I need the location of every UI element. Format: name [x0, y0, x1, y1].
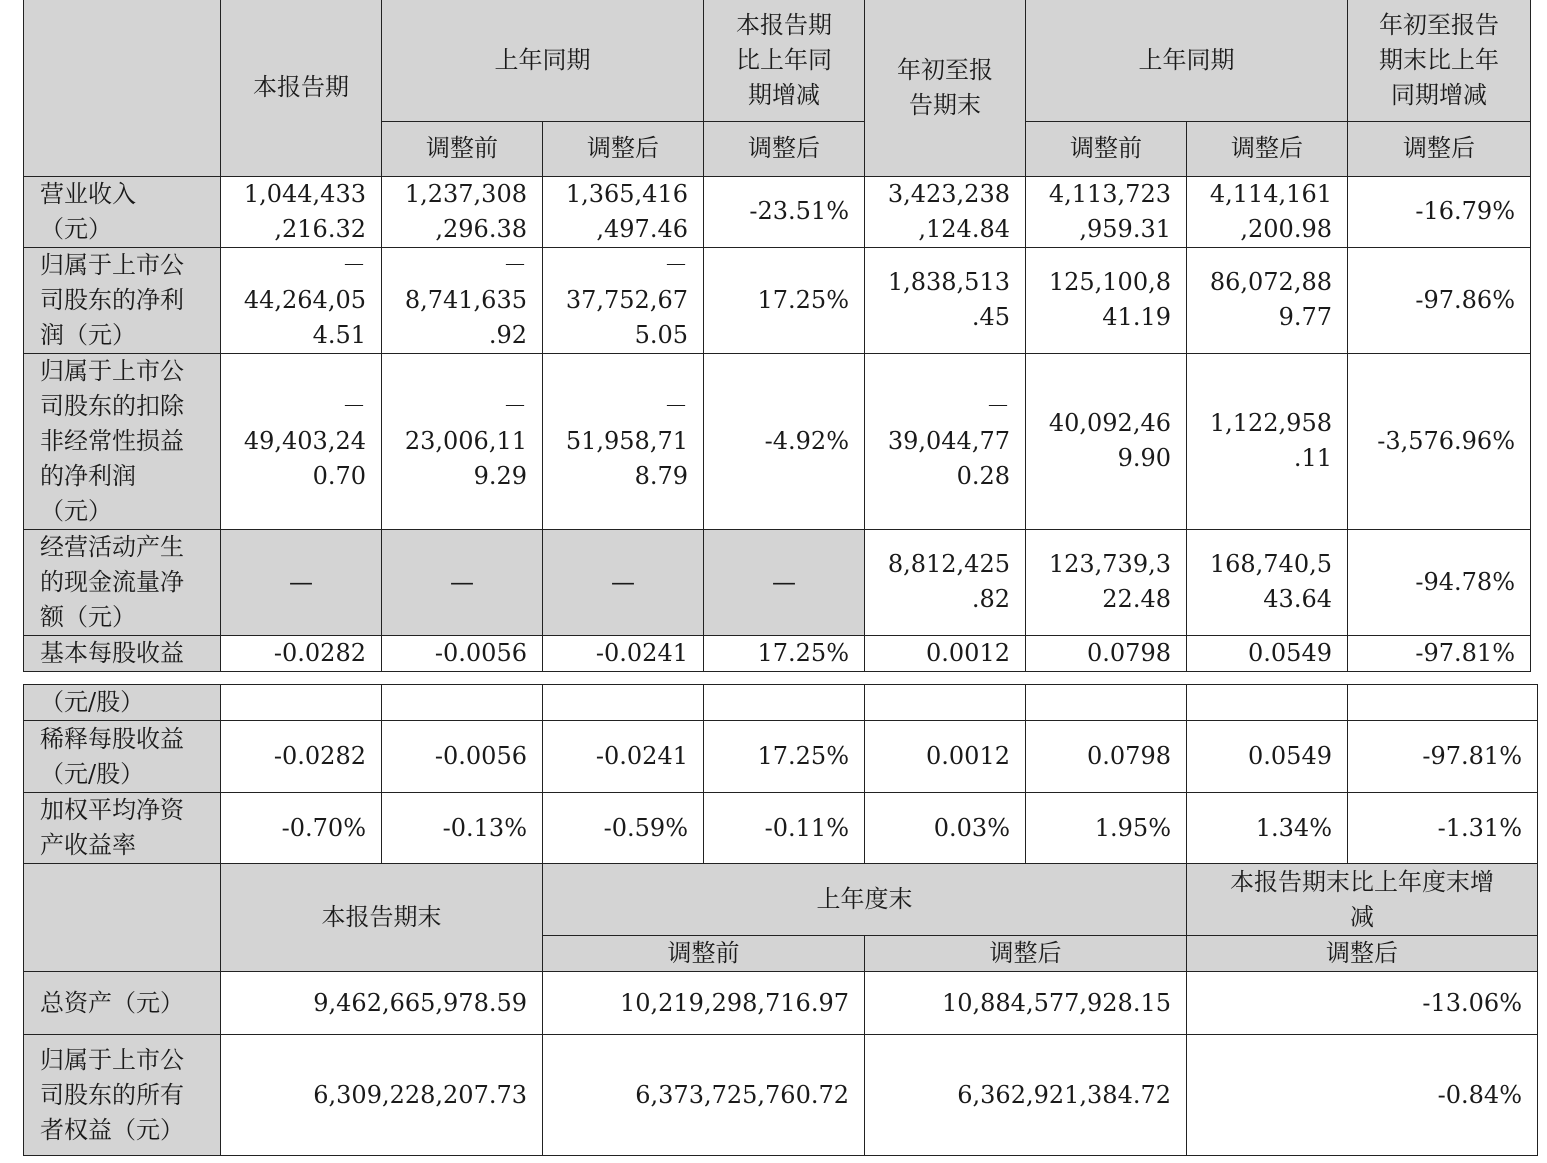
table-cell: 6,362,921,384.72: [865, 1035, 1187, 1156]
table-cell: [704, 685, 865, 721]
header-ytd-yoy-change: 年初至报告 期末比上年 同期增减: [1348, 0, 1531, 121]
table-cell: 4,114,161 ,200.98: [1187, 176, 1348, 247]
row-label: 归属于上市公 司股东的所有 者权益（元）: [24, 1035, 221, 1156]
header-after-adjust: 调整后: [543, 121, 704, 176]
table-cell: 1,365,416 ,497.46: [543, 176, 704, 247]
table-cell: － 51,958,71 8.79: [543, 353, 704, 529]
table-cell: -0.11%: [704, 793, 865, 864]
table-row: [24, 635, 1531, 671]
row-label: 营业收入 （元）: [24, 176, 221, 247]
table-cell: [865, 685, 1026, 721]
table-cell: -94.78%: [1348, 529, 1531, 635]
table-row: [24, 1035, 1538, 1156]
table-cell-empty: —: [543, 529, 704, 635]
header-after-adjust: 调整后: [1348, 121, 1531, 176]
table-cell: -4.92%: [704, 353, 865, 529]
row-label: 总资产（元）: [24, 972, 221, 1035]
table-cell: 125,100,8 41.19: [1026, 247, 1187, 353]
table-cell: 9,462,665,978.59: [221, 972, 543, 1035]
table-cell: -0.0056: [382, 721, 543, 793]
table-cell: 0.0549: [1187, 721, 1348, 793]
row-label: 基本每股收益: [24, 635, 221, 671]
header-period-end-change: 本报告期末比上年度末增 减: [1187, 864, 1538, 936]
table-cell: -97.86%: [1348, 247, 1531, 353]
table-cell: -0.0282: [221, 635, 382, 671]
table-cell: 17.25%: [704, 721, 865, 793]
table-cell: 0.03%: [865, 793, 1026, 864]
table-cell: [543, 685, 704, 721]
table-cell-empty: —: [704, 529, 865, 635]
header-after-adjust: 调整后: [1187, 936, 1538, 972]
financial-indicators-table-upper: [23, 0, 1531, 672]
table-cell: 123,739,3 22.48: [1026, 529, 1187, 635]
table-cell-empty: —: [382, 529, 543, 635]
table-cell: － 23,006,11 9.29: [382, 353, 543, 529]
table-cell: 17.25%: [704, 635, 865, 671]
table-cell: -0.0241: [543, 635, 704, 671]
table-cell: -3,576.96%: [1348, 353, 1531, 529]
table-cell: 40,092,46 9.90: [1026, 353, 1187, 529]
table-cell: 0.0798: [1026, 635, 1187, 671]
table-cell: 10,219,298,716.97: [543, 972, 865, 1035]
header-ytd: 年初至报 告期末: [865, 0, 1026, 176]
table-cell: 3,423,238 ,124.84: [865, 176, 1026, 247]
table-cell: -97.81%: [1348, 721, 1538, 793]
table-cell: -0.70%: [221, 793, 382, 864]
header-prior-year-period-ytd: 上年同期: [1026, 0, 1348, 121]
table-row: [24, 353, 1531, 529]
table-cell: -13.06%: [1187, 972, 1538, 1035]
table-cell: -0.0056: [382, 635, 543, 671]
table-cell: 1,237,308 ,296.38: [382, 176, 543, 247]
table-row: [24, 793, 1538, 864]
header-after-adjust: 调整后: [1187, 121, 1348, 176]
table-cell: -0.84%: [1187, 1035, 1538, 1156]
table-cell: 168,740,5 43.64: [1187, 529, 1348, 635]
table-cell: [1187, 685, 1348, 721]
table-cell: 1.34%: [1187, 793, 1348, 864]
financial-indicators-table-lower: [23, 684, 1538, 1156]
table-cell: -16.79%: [1348, 176, 1531, 247]
table-cell: 10,884,577,928.15: [865, 972, 1187, 1035]
table-cell: 1.95%: [1026, 793, 1187, 864]
table-cell: -97.81%: [1348, 635, 1531, 671]
table-cell: -0.13%: [382, 793, 543, 864]
table-cell: -0.59%: [543, 793, 704, 864]
table-cell: [1348, 685, 1538, 721]
row-label: 归属于上市公 司股东的净利 润（元）: [24, 247, 221, 353]
table-cell: － 8,741,635 .92: [382, 247, 543, 353]
header-before-adjust: 调整前: [382, 121, 543, 176]
table-cell: [221, 685, 382, 721]
header-prior-year-end: 上年度末: [543, 864, 1187, 936]
table-cell: 8,812,425 .82: [865, 529, 1026, 635]
table-cell: － 37,752,67 5.05: [543, 247, 704, 353]
table-cell: -1.31%: [1348, 793, 1538, 864]
table-row: [24, 176, 1531, 247]
header-before-adjust: 调整前: [1026, 121, 1187, 176]
table-cell: 0.0012: [865, 635, 1026, 671]
table-cell: － 39,044,77 0.28: [865, 353, 1026, 529]
row-label: 稀释每股收益 （元/股）: [24, 721, 221, 793]
header-after-adjust: 调整后: [704, 121, 865, 176]
table-cell: 0.0798: [1026, 721, 1187, 793]
table-cell: 1,838,513 .45: [865, 247, 1026, 353]
table-cell: 0.0549: [1187, 635, 1348, 671]
header-after-adjust: 调整后: [865, 936, 1187, 972]
header-period-end: 本报告期末: [221, 864, 543, 972]
table-cell: 17.25%: [704, 247, 865, 353]
table-cell: -23.51%: [704, 176, 865, 247]
header-yoy-change: 本报告期 比上年同 期增减: [704, 0, 865, 121]
header-before-adjust: 调整前: [543, 936, 865, 972]
table-cell: 86,072,88 9.77: [1187, 247, 1348, 353]
table-cell: [1026, 685, 1187, 721]
table-cell: [382, 685, 543, 721]
row-label: 加权平均净资 产收益率: [24, 793, 221, 864]
header-empty-corner: [24, 864, 221, 972]
row-label: 经营活动产生 的现金流量净 额（元）: [24, 529, 221, 635]
row-label: 归属于上市公 司股东的扣除 非经常性损益 的净利润 （元）: [24, 353, 221, 529]
table-cell-empty: —: [221, 529, 382, 635]
table-row: [24, 721, 1538, 793]
table-row: [24, 972, 1538, 1035]
table-cell: -0.0282: [221, 721, 382, 793]
table-cell: 4,113,723 ,959.31: [1026, 176, 1187, 247]
table-row: [24, 685, 1538, 721]
table-row: [24, 529, 1531, 635]
table-row: [24, 247, 1531, 353]
table-cell: 1,044,433 ,216.32: [221, 176, 382, 247]
table-cell: -0.0241: [543, 721, 704, 793]
table-cell: － 49,403,24 0.70: [221, 353, 382, 529]
row-label: （元/股）: [24, 685, 221, 721]
table-cell: 6,373,725,760.72: [543, 1035, 865, 1156]
table-cell: 6,309,228,207.73: [221, 1035, 543, 1156]
table-cell: 0.0012: [865, 721, 1026, 793]
header-empty-corner: [24, 0, 221, 176]
table-cell: － 44,264,05 4.51: [221, 247, 382, 353]
table-cell: 1,122,958 .11: [1187, 353, 1348, 529]
header-prior-year-period: 上年同期: [382, 0, 704, 121]
header-current-period: 本报告期: [221, 0, 382, 176]
